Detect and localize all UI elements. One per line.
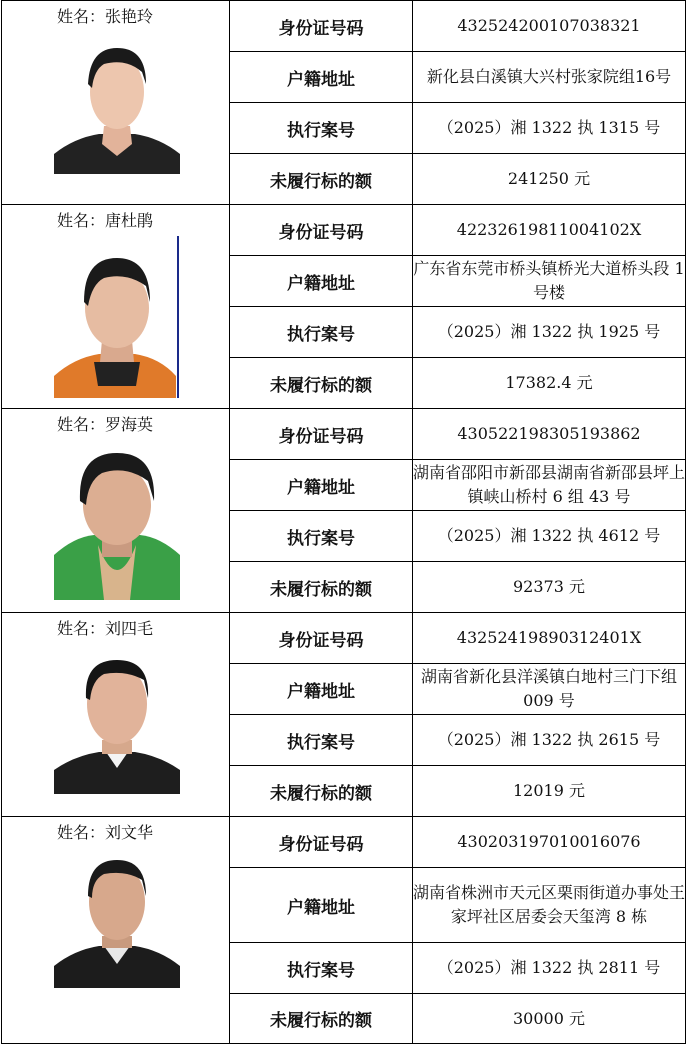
debtor-table — [1, 0, 686, 1044]
id-number-value: 43252419890312401X — [413, 613, 686, 664]
person-name-line: 姓名：刘四毛 — [57, 619, 154, 638]
unpaid-amount-value: 241250 元 — [413, 154, 686, 205]
id-number-label: 身份证号码 — [230, 409, 413, 460]
unpaid-amount-label: 未履行标的额 — [230, 562, 413, 613]
person-photo-cell — [2, 409, 230, 613]
person-photo-cell — [2, 205, 230, 409]
case-number-value: （2025）湘 1322 执 2615 号 — [413, 715, 686, 766]
person-photo-cell — [2, 1, 230, 205]
portrait-photo — [54, 34, 180, 174]
address-label: 户籍地址 — [230, 52, 413, 103]
address-value: 湖南省新化县洋溪镇白地村三门下组 009 号 — [413, 664, 686, 715]
address-value: 湖南省邵阳市新邵县湖南省新邵县坪上镇峡山桥村 6 组 43 号 — [413, 460, 686, 511]
unpaid-amount-label: 未履行标的额 — [230, 358, 413, 409]
case-number-label: 执行案号 — [230, 511, 413, 562]
id-number-value: 430203197010016076 — [413, 817, 686, 868]
person-name: 罗海英 — [105, 415, 154, 434]
unpaid-amount-label: 未履行标的额 — [230, 154, 413, 205]
id-number-label: 身份证号码 — [230, 205, 413, 256]
address-value: 湖南省株洲市天元区栗雨街道办事处王家坪社区居委会天玺湾 8 栋 — [413, 868, 686, 943]
person-name-line: 姓名：罗海英 — [57, 415, 154, 434]
case-number-label: 执行案号 — [230, 103, 413, 154]
case-number-value: （2025）湘 1322 执 4612 号 — [413, 511, 686, 562]
person-photo-cell — [2, 613, 230, 817]
person-name-line: 姓名：唐杜鹃 — [57, 211, 154, 230]
address-label: 户籍地址 — [230, 256, 413, 307]
case-number-value: （2025）湘 1322 执 2811 号 — [413, 943, 686, 994]
id-number-label: 身份证号码 — [230, 817, 413, 868]
portrait-photo — [54, 236, 180, 398]
unpaid-amount-label: 未履行标的额 — [230, 766, 413, 817]
person-name-line: 姓名：刘文华 — [57, 823, 154, 842]
unpaid-amount-value: 30000 元 — [413, 994, 686, 1044]
portrait-photo — [54, 445, 180, 600]
unpaid-amount-value: 12019 元 — [413, 766, 686, 817]
case-number-label: 执行案号 — [230, 307, 413, 358]
case-number-value: （2025）湘 1322 执 1315 号 — [413, 103, 686, 154]
address-label: 户籍地址 — [230, 868, 413, 943]
person-name: 刘四毛 — [105, 619, 154, 638]
address-label: 户籍地址 — [230, 664, 413, 715]
case-number-value: （2025）湘 1322 执 1925 号 — [413, 307, 686, 358]
address-value: 新化县白溪镇大兴村张家院组16号 — [413, 52, 686, 103]
case-number-label: 执行案号 — [230, 715, 413, 766]
id-number-value: 432524200107038321 — [413, 1, 686, 52]
case-number-label: 执行案号 — [230, 943, 413, 994]
address-value: 广东省东莞市桥头镇桥光大道桥头段 1 号楼 — [413, 256, 686, 307]
id-number-label: 身份证号码 — [230, 1, 413, 52]
unpaid-amount-value: 92373 元 — [413, 562, 686, 613]
person-name: 唐杜鹃 — [105, 211, 154, 230]
portrait-photo — [54, 848, 180, 988]
person-name-line: 姓名：张艳玲 — [57, 7, 154, 26]
person-name: 张艳玲 — [105, 7, 154, 26]
person-photo-cell — [2, 817, 230, 1044]
person-name: 刘文华 — [105, 823, 154, 842]
portrait-photo — [54, 644, 180, 794]
id-number-label: 身份证号码 — [230, 613, 413, 664]
unpaid-amount-label: 未履行标的额 — [230, 994, 413, 1044]
id-number-value: 42232619811004102X — [413, 205, 686, 256]
address-label: 户籍地址 — [230, 460, 413, 511]
id-number-value: 430522198305193862 — [413, 409, 686, 460]
unpaid-amount-value: 17382.4 元 — [413, 358, 686, 409]
